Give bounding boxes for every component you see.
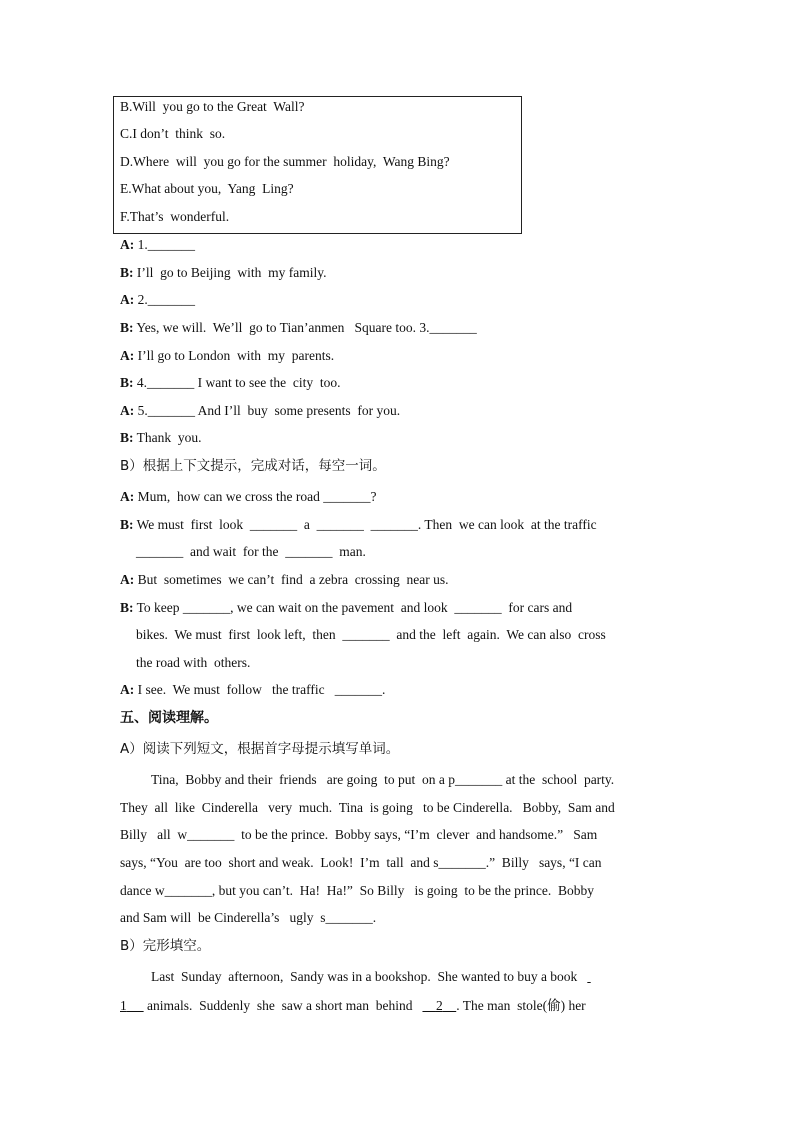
dialog-a-line — [120, 374, 340, 392]
dialog-b-line — [120, 516, 597, 534]
speaker-label: A: — [120, 682, 135, 697]
speaker-label: B: — [120, 265, 134, 280]
dialog-text: bikes. We must first look left, then _______ and the left again. We can also cross — [136, 627, 606, 642]
dialog-b-continuation — [136, 543, 366, 561]
passage-a-line: says, “You are too short and weak. Look! I’m tall and s_______.” Billy says, “I can — [120, 855, 602, 870]
dialog-text: To keep _______, we can wait on the pavement and look _______ for cars and — [133, 600, 573, 615]
dialog-a-line — [120, 236, 195, 254]
dialog-text: Yes, we will. We’ll go to Tian’anmen Square too. 3._______ — [133, 320, 477, 335]
dialog-a-line — [120, 291, 195, 309]
speaker-label: A: — [120, 572, 135, 587]
passage-b-line — [151, 968, 611, 986]
dialog-text: Thank you. — [133, 430, 202, 445]
passage-a-line: Billy all w_______ to be the prince. Bobby says, “I’m clever and handsome.” Sam — [120, 827, 598, 842]
option-f: F.That’s wonderful. — [120, 209, 230, 224]
blank-number: 2 — [435, 998, 443, 1013]
passage-b-line — [120, 997, 586, 1015]
section-5-title: 五、阅读理解。 — [120, 710, 218, 726]
speaker-label: B: — [120, 320, 134, 335]
reading-a-title: A）阅读下列短文，根据首字母提示填写单词。 — [120, 741, 400, 757]
dialog-a-line — [120, 319, 477, 337]
speaker-label: B: — [120, 375, 134, 390]
dialog-text: _______ and wait for the _______ man. — [136, 544, 366, 559]
dialog-a-line — [120, 347, 334, 365]
dialog-b-line — [120, 571, 449, 589]
dialog-text: I’ll go to Beijing with my family. — [133, 265, 327, 280]
dialog-text: 2._______ — [134, 292, 195, 307]
section-b-title: B）根据上下文提示，完成对话，每空一词。 — [120, 458, 386, 474]
reading-b-title: B）完形填空。 — [120, 938, 211, 954]
dialog-b-line — [120, 488, 376, 506]
dialog-b-line — [120, 599, 572, 617]
passage-a-line: and Sam will be Cinderella’s ugly s_______. — [120, 910, 377, 925]
dialog-text: 5._______ And I’ll buy some presents for you. — [134, 403, 401, 418]
dialog-text: I see. We must follow the traffic _______. — [134, 682, 386, 697]
option-c: C.I don’t think so. — [120, 126, 226, 141]
option-e: E.What about you, Yang Ling? — [120, 181, 294, 196]
speaker-label: A: — [120, 237, 135, 252]
dialog-text: But sometimes we can’t find a zebra crossing near us. — [134, 572, 449, 587]
speaker-label: B: — [120, 430, 134, 445]
speaker-label: A: — [120, 403, 135, 418]
speaker-label: A: — [120, 292, 135, 307]
speaker-label: A: — [120, 489, 135, 504]
blank-2 — [422, 998, 456, 1013]
dialog-text: 1._______ — [134, 237, 195, 252]
passage-a-line: They all like Cinderella very much. Tina is going to be Cinderella. Bobby, Sam and — [120, 800, 615, 815]
dialog-text: the road with others. — [136, 655, 251, 670]
passage-a-line: dance w_______, but you can’t. Ha! Ha!” So Billy is going to be the prince. Bobby — [120, 883, 595, 898]
dialog-text: We must first look _______ a _______ _______. Then we can look at the traffic — [133, 517, 597, 532]
dialog-text: 4._______ I want to see the city too. — [133, 375, 341, 390]
dialog-text: Mum, how can we cross the road _______? — [134, 489, 377, 504]
passage-a-line: Tina, Bobby and their friends are going to put on a p_______ at the school party. — [151, 772, 615, 787]
speaker-label: A: — [120, 348, 135, 363]
dialog-b-line — [120, 681, 385, 699]
speaker-label: B: — [120, 600, 134, 615]
dialog-a-line — [120, 429, 202, 447]
dialog-b-continuation — [136, 626, 606, 644]
dialog-b-continuation — [136, 654, 250, 672]
dialog-text: I’ll go to London with my parents. — [134, 348, 335, 363]
option-d: D.Where will you go for the summer holiday, Wang Bing? — [120, 154, 450, 169]
blank-underline — [587, 968, 611, 986]
passage-b-text: Last Sunday afternoon, Sandy was in a bookshop. She wanted to buy a book — [151, 969, 578, 984]
blank-number: 1 — [120, 998, 127, 1013]
blank-1 — [120, 998, 144, 1013]
passage-b-text: animals. Suddenly she saw a short man behind — [143, 998, 413, 1013]
dialog-a-line — [120, 264, 326, 282]
option-b: B.Will you go to the Great Wall? — [120, 99, 305, 114]
passage-b-text: . The man stole(偷) her — [456, 998, 586, 1013]
dialog-a-line — [120, 402, 400, 420]
speaker-label: B: — [120, 517, 134, 532]
